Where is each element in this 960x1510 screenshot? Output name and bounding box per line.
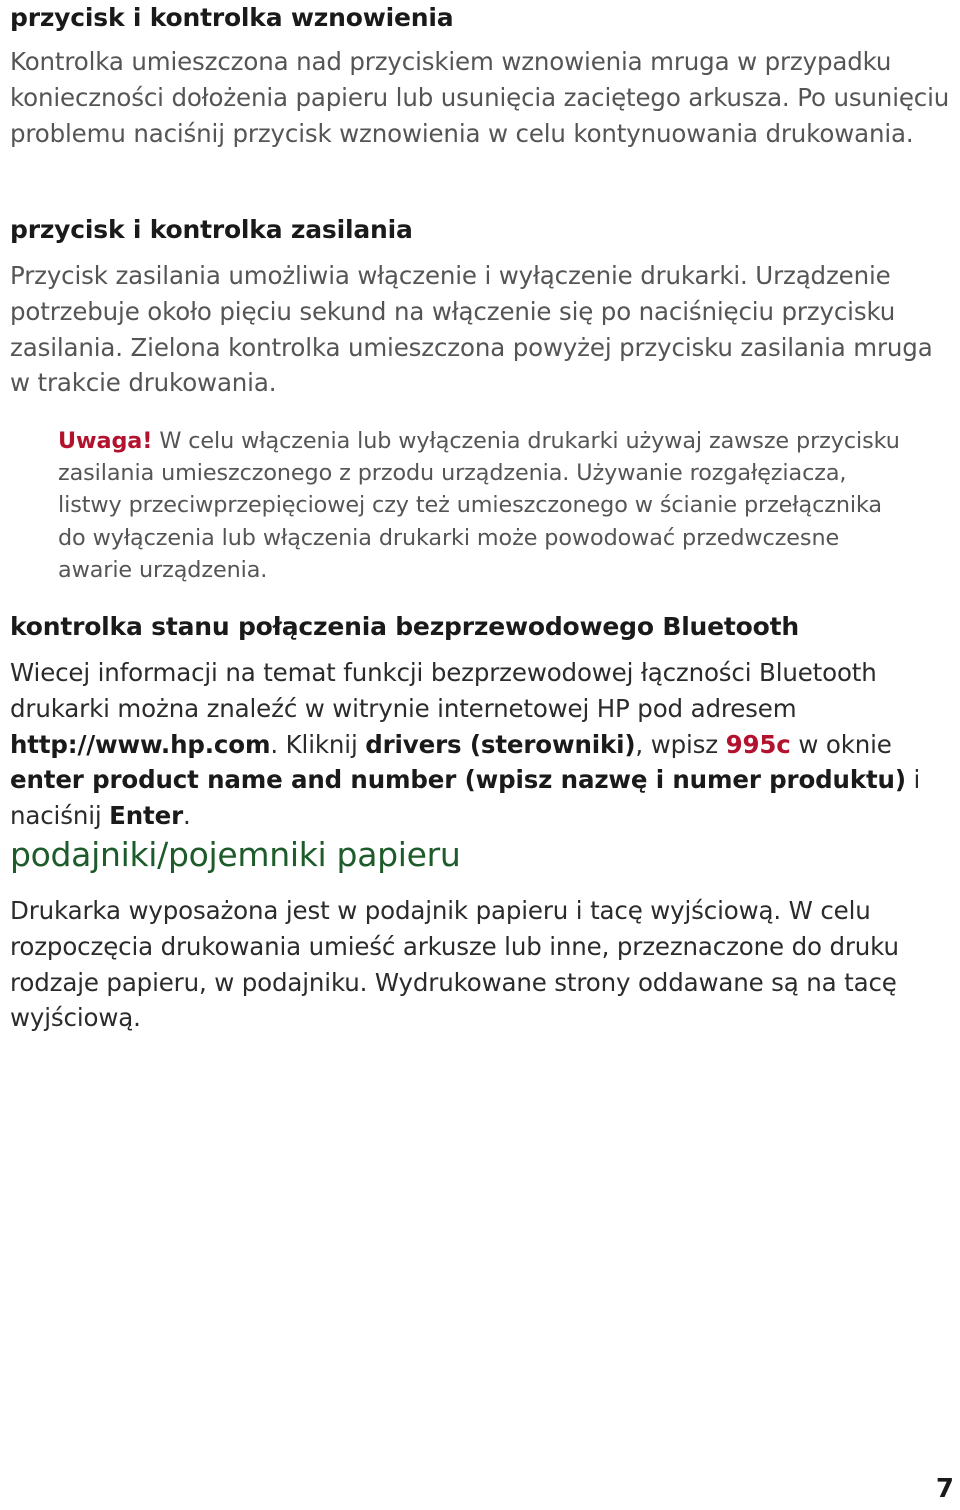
enter-key-label: Enter bbox=[109, 801, 184, 831]
bluetooth-text-2: . Kliknij bbox=[270, 729, 366, 759]
resume-heading: przycisk i kontrolka wznowienia bbox=[10, 3, 454, 32]
bluetooth-text-6: . bbox=[183, 801, 191, 831]
power-paragraph: Przycisk zasilania umożliwia włączenie i wyłączenie drukarki. Urządzenie potrzebuje około pięciu sekund na włączenie się po naciśnięciu przycisku zasilania. Zielona kontrolka umieszczona powyżej przycisku zasilania mruga w trakcie drukowania. bbox=[10, 261, 933, 398]
trays-paragraph: Drukarka wyposażona jest w podajnik papieru i tacę wyjściową. W celu rozpoczęcia drukowania umieść arkusze lub inne, przeznaczone do druku rodzaje papieru, w podajniku. Wydrukowane strony oddawane są na tacę wyjściową. bbox=[10, 896, 899, 1033]
bluetooth-text-1: Wiecej informacji na temat funkcji bezprzewodowej łączności Bluetooth drukarki można znaleźć w witrynie internetowej HP pod adresem bbox=[10, 658, 877, 723]
hp-website-link[interactable]: http://www.hp.com bbox=[10, 729, 271, 759]
note-text: W celu włączenia lub wyłączenia drukarki używaj zawsze przycisku zasilania umieszczonego z przodu urządzenia. Używanie rozgałęziacza, listwy przeciwprzepięciowej czy też umieszczonego w ścianie przełącznika do wyłączenia lub włączenia drukarki może powodować przedwczesne awarie urządzenia. bbox=[58, 428, 900, 583]
bluetooth-paragraph bbox=[10, 655, 955, 834]
bluetooth-text-3: , wpisz bbox=[635, 729, 726, 759]
page-number: 7 bbox=[935, 1474, 954, 1504]
bluetooth-heading: kontrolka stanu połączenia bezprzewodowego Bluetooth bbox=[10, 612, 799, 641]
resume-paragraph: Kontrolka umieszczona nad przyciskiem wznowienia mruga w przypadku konieczności dołożenia papieru lub usunięcia zaciętego arkusza. Po usunięciu problemu naciśnij przycisk wznowienia w celu kontynuowania drukowania. bbox=[10, 47, 950, 148]
power-heading: przycisk i kontrolka zasilania bbox=[10, 215, 413, 244]
note-label: Uwaga! bbox=[58, 428, 153, 454]
section-power bbox=[10, 212, 955, 248]
trays-heading: podajniki/pojemniki papieru bbox=[10, 835, 461, 874]
section-bluetooth bbox=[10, 609, 955, 645]
model-number: 995c bbox=[725, 729, 791, 759]
section-trays bbox=[10, 833, 955, 877]
power-note bbox=[10, 425, 955, 586]
product-field-label: enter product name and number (wpisz nazwę i numer produktu) bbox=[10, 765, 906, 795]
section-resume bbox=[10, 0, 955, 36]
bluetooth-text-5: i naciśnij bbox=[10, 765, 921, 831]
drivers-label: drivers (sterowniki) bbox=[365, 729, 636, 759]
bluetooth-text-4: w oknie bbox=[790, 729, 892, 759]
